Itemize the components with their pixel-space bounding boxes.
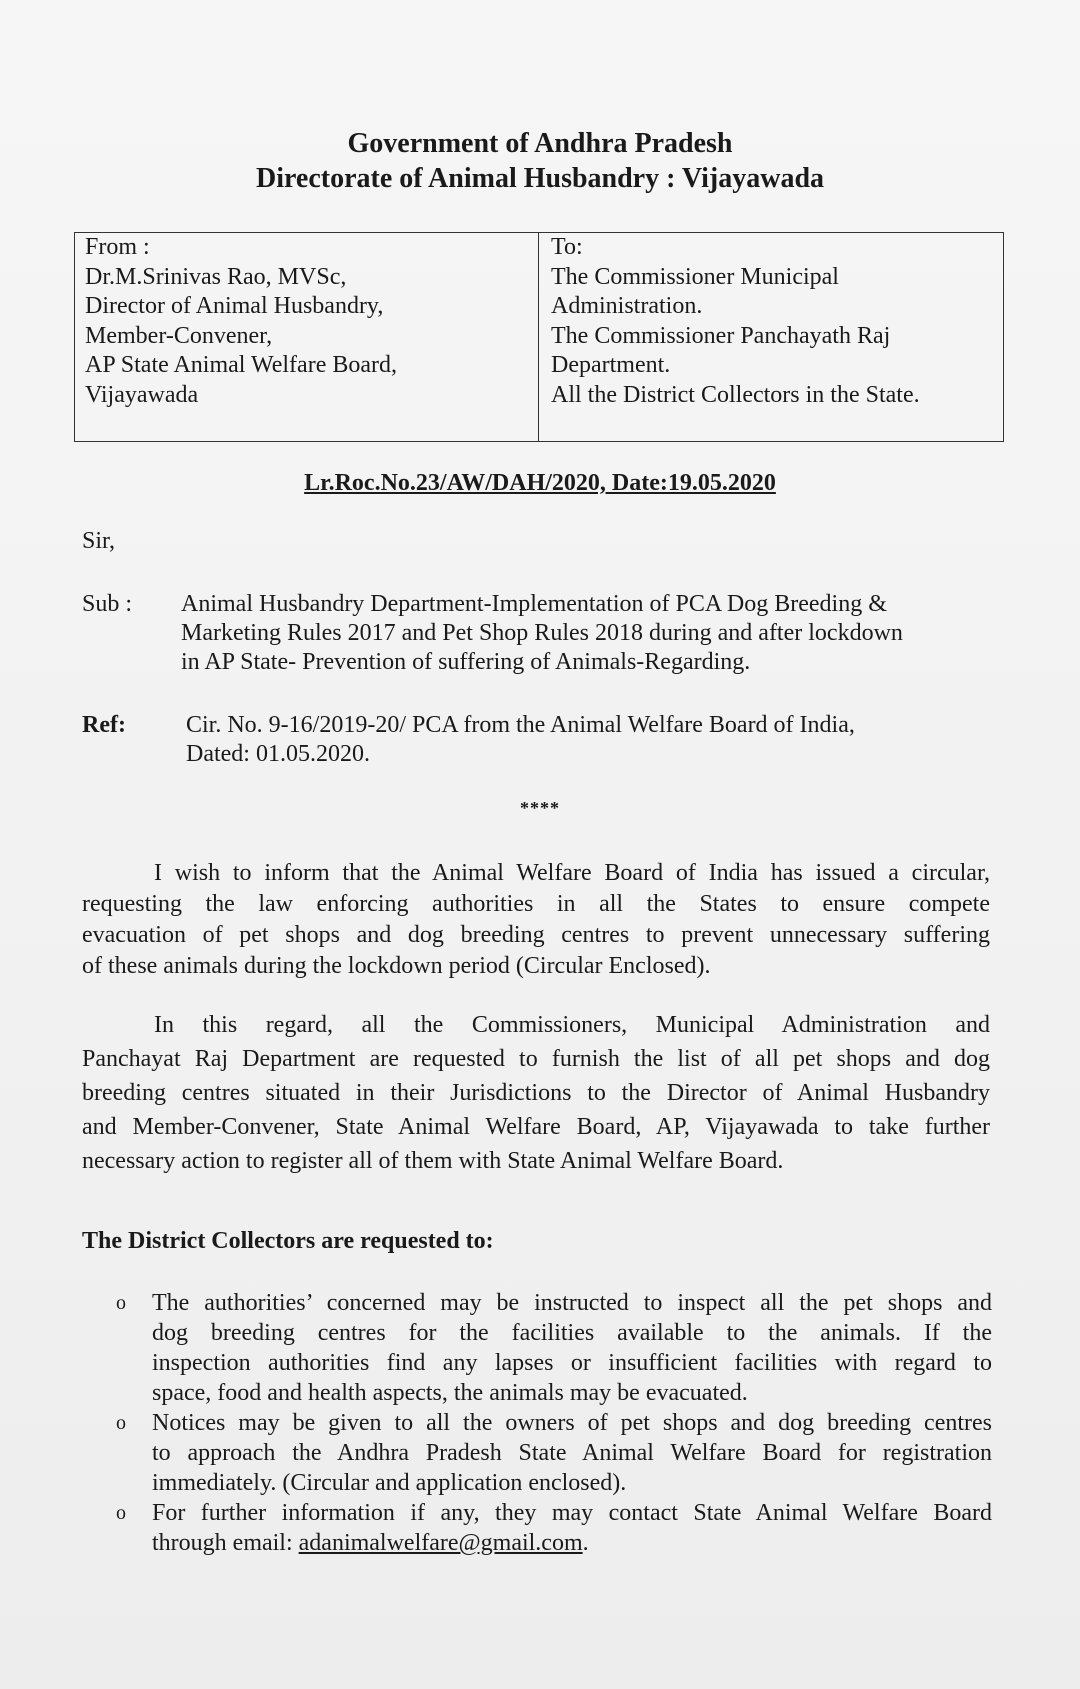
paragraph-line: In this regard, all the Commissioners, Municipal Administration and [154,1012,990,1038]
list-item-line: Notices may be given to all the owners of pet shops and dog breeding centres [152,1410,992,1436]
bullet-marker: o [116,1502,126,1524]
paragraph-line: requesting the law enforcing authorities in all the States to ensure compete [82,891,990,917]
paragraph-line: breeding centres situated in their Jurisdictions to the Director of Animal Husbandry [82,1080,990,1106]
paragraph-line: I wish to inform that the Animal Welfare Board of India has issued a circular, [154,860,990,886]
address-table [74,232,1004,442]
paragraph-1 [82,858,990,982]
from-cell [75,233,539,441]
to-line: The Commissioner Municipal [551,263,839,290]
bullet-marker: o [116,1292,126,1314]
collectors-heading: The District Collectors are requested to: [82,1228,494,1254]
to-cell [539,233,1003,441]
collectors-request-list [82,1288,992,1558]
list-item-line: to approach the Andhra Pradesh State Animal Welfare Board for registration [152,1440,992,1466]
paragraph-2 [82,1008,990,1178]
subject-line: Marketing Rules 2017 and Pet Shop Rules 2018 during and after lockdown [181,620,903,646]
list-item [82,1408,992,1498]
email-suffix: . [582,1530,589,1556]
paragraph-line: necessary action to register all of them with State Animal Welfare Board. [82,1148,784,1174]
email-link[interactable]: adanimalwelfare@gmail.com [298,1530,583,1556]
reference-line: Dated: 01.05.2020. [186,741,370,767]
to-line: To: [551,234,583,260]
list-item-line [152,1528,992,1558]
letterhead [0,126,1080,196]
list-item-line: immediately. (Circular and application enclosed). [152,1470,627,1496]
list-item-line: For further information if any, they may contact State Animal Welfare Board [152,1500,992,1526]
letterhead-line-2: Directorate of Animal Husbandry : Vijayawada [255,163,825,194]
from-line: Dr.M.Srinivas Rao, MVSc, [85,263,347,290]
paragraph-line: of these animals during the lockdown period (Circular Enclosed). [82,953,711,979]
paragraph-line: Panchayat Raj Department are requested to furnish the list of all pet shops and dog [82,1046,990,1072]
reference-line: Cir. No. 9-16/2019-20/ PCA from the Animal Welfare Board of India, [186,712,855,738]
from-line: Director of Animal Husbandry, [85,293,384,319]
email-prefix: through email: [152,1530,299,1556]
list-item-line: space, food and health aspects, the animals may be evacuated. [152,1380,748,1406]
list-item [82,1288,992,1408]
from-line: AP State Animal Welfare Board, [85,352,397,378]
subject-line: in AP State- Prevention of suffering of Animals-Regarding. [181,649,751,675]
from-line: From : [85,234,150,260]
reference-text [186,711,1006,769]
subject-text [181,590,1073,677]
subject-line: Animal Husbandry Department-Implementation of PCA Dog Breeding & [181,591,887,617]
reference-number [0,470,1080,497]
separator: **** [520,798,560,818]
list-item-line: inspection authorities find any lapses or insufficient facilities with regard to [152,1350,992,1376]
to-line: All the District Collectors in the State. [551,381,920,408]
letterhead-line-1: Government of Andhra Pradesh [347,128,733,159]
paragraph-line: and Member-Convener, State Animal Welfare Board, AP, Vijayawada to take further [82,1114,990,1140]
from-line: Member-Convener, [85,322,273,349]
from-line: Vijayawada [85,381,199,408]
reference-number-text: Lr.Roc.No.23/AW/DAH/2020, Date:19.05.2020 [304,470,776,496]
to-line: Administration. [551,293,703,319]
list-item-line: dog breeding centres for the facilities available to the animals. If the [152,1320,992,1346]
paragraph-line: evacuation of pet shops and dog breeding centres to prevent unnecessary suffering [82,922,990,948]
reference-label: Ref: [82,712,126,738]
to-line: The Commissioner Panchayath Raj [551,322,891,349]
subject-label: Sub : [82,591,133,617]
list-item [82,1498,992,1558]
bullet-marker: o [116,1412,126,1434]
salutation: Sir, [82,528,116,554]
list-item-line: The authorities’ concerned may be instructed to inspect all the pet shops and [152,1290,992,1316]
to-line: Department. [551,352,671,378]
